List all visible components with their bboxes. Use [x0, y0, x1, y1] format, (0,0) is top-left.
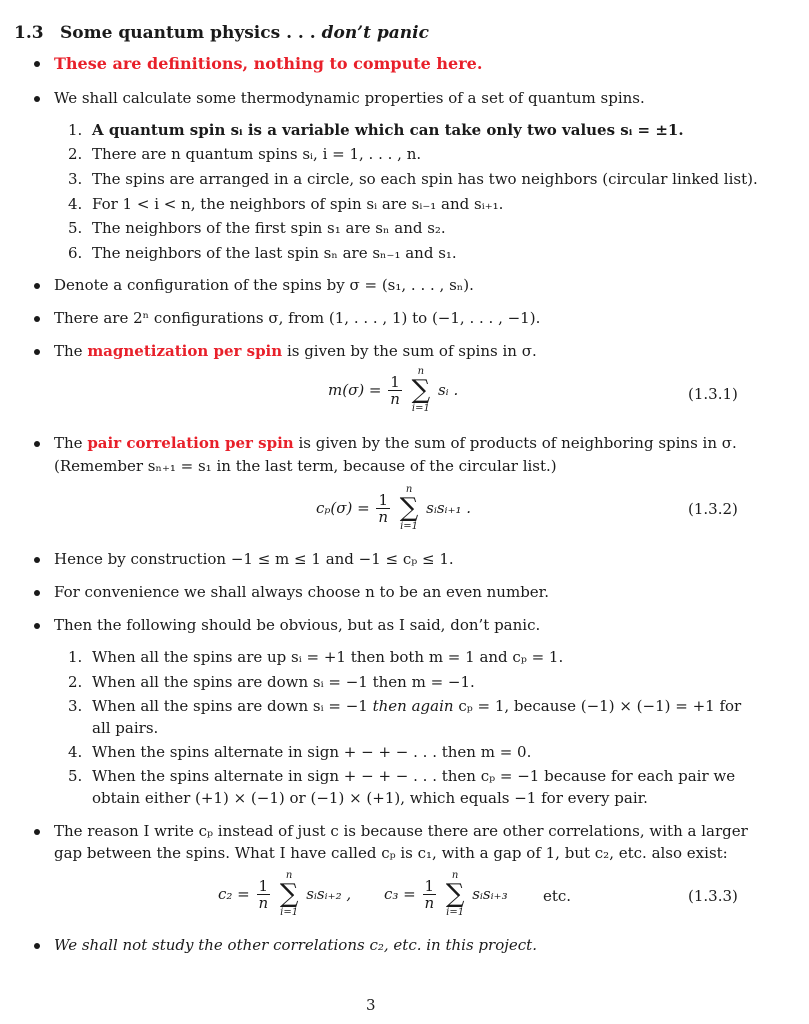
list-item-number: 2. [68, 145, 83, 163]
sum-lower: i=1 [411, 403, 430, 414]
pair-correlation-pre: The [54, 434, 88, 452]
eq-lhs: c₃ = [384, 885, 416, 903]
fraction-denominator: n [424, 893, 435, 912]
eq-lhs: c₂ = [218, 885, 250, 903]
list-item-number: 5. [68, 219, 83, 237]
fraction-numerator: 1 [424, 876, 435, 895]
bullet-icon [34, 96, 40, 102]
sum-lower: i=1 [280, 907, 299, 918]
section-number: 1.3 [14, 23, 44, 43]
pair-correlation-note: (Remember sₙ₊₁ = s₁ in the last term, because of the circular list.) [54, 457, 557, 475]
correlations-text: The reason I write cₚ instead of just c is because there are other correlations, with a larger [54, 822, 748, 840]
page-number: 3 [366, 996, 376, 1014]
section-title-italic: don’t panic [321, 23, 429, 43]
section-title-main: Some quantum physics . . . [60, 23, 322, 43]
fraction-denominator: n [258, 893, 269, 912]
sum-upper: n [417, 366, 425, 377]
sum-lower: i=1 [400, 521, 419, 532]
list-item-continuation: all pairs. [92, 719, 159, 737]
magnetization-text [54, 342, 537, 360]
list-item: When the spins alternate in sign + − + − . . . then cₚ = −1 because for each pair we [92, 767, 736, 785]
bounds-text: Hence by construction −1 ≤ m ≤ 1 and −1 ≤ cₚ ≤ 1. [54, 550, 454, 568]
list-item [92, 697, 741, 715]
list-item-number: 3. [68, 170, 83, 188]
list-item-number: 1. [68, 648, 83, 666]
magnetization-term: magnetization per spin [87, 342, 283, 360]
list-item-number: 1. [68, 121, 83, 139]
list-item-emphasis: then again [372, 697, 454, 715]
list-item: There are n quantum spins sᵢ, i = 1, . . . , n. [92, 145, 422, 163]
sum-upper: n [405, 484, 413, 495]
configuration-text: Denote a configuration of the spins by σ = (s₁, . . . , sₙ). [54, 276, 474, 294]
list-item: A quantum spin sᵢ is a variable which can take only two values sᵢ = ±1. [92, 121, 684, 139]
pair-correlation-term: pair correlation per spin [87, 434, 294, 452]
summation-icon: n ∑ i=1 [279, 870, 299, 918]
fraction [257, 878, 271, 911]
list-item: The neighbors of the first spin s₁ are sₙ and s₂. [92, 219, 446, 237]
bullet-icon [34, 623, 40, 629]
list-item-part: cₚ = 1, because (−1) × (−1) = +1 for [453, 697, 742, 715]
list-item-number: 6. [68, 244, 83, 262]
section-title [60, 23, 429, 43]
equation-c2 [218, 870, 351, 918]
bullet-icon [34, 61, 40, 67]
list-item: The spins are arranged in a circle, so each spin has two neighbors (circular linked list). [92, 170, 758, 188]
fraction [388, 374, 402, 407]
pair-correlation-text [54, 434, 737, 452]
fraction-denominator: n [378, 507, 389, 526]
bullet-icon [34, 829, 40, 835]
fraction-numerator: 1 [378, 490, 389, 509]
list-item: For 1 < i < n, the neighbors of spin sᵢ are sᵢ₋₁ and sᵢ₊₁. [92, 195, 504, 213]
eq-body: sᵢ . [437, 381, 459, 399]
sum-upper: n [451, 870, 459, 881]
equation-magnetization [328, 366, 458, 414]
list-item: When the spins alternate in sign + − + − . . . then m = 0. [92, 743, 532, 761]
equation-c3 [384, 870, 508, 918]
list-item-number: 3. [68, 697, 83, 715]
list-item: When all the spins are down sᵢ = −1 then m = −1. [92, 673, 475, 691]
even-n-text: For convenience we shall always choose n to be an even number. [54, 583, 549, 601]
bullet-icon [34, 349, 40, 355]
list-item: The neighbors of the last spin sₙ are sₙ₋₁ and s₁. [92, 244, 457, 262]
fraction-denominator: n [390, 389, 400, 408]
bullet-icon [34, 590, 40, 596]
summation-icon: n ∑ i=1 [411, 366, 431, 414]
sum-lower: i=1 [446, 907, 465, 918]
fraction [423, 878, 437, 911]
fraction [376, 492, 390, 525]
eq-body: sᵢsᵢ₊₂ , [306, 885, 352, 903]
equation-label: (1.3.1) [688, 385, 738, 403]
eq-lhs: cₚ(σ) = [316, 499, 370, 517]
magnetization-pre: The [54, 342, 88, 360]
definitions-note: These are definitions, nothing to compute here. [54, 54, 483, 73]
list-item-number: 4. [68, 743, 83, 761]
scope-note: We shall not study the other correlations c₂, etc. in this project. [54, 936, 537, 954]
equation-pair-correlation [316, 484, 471, 532]
intro-text: We shall calculate some thermodynamic properties of a set of quantum spins. [54, 89, 645, 107]
correlations-text-2: gap between the spins. What I have called cₚ is c₁, with a gap of 1, but c₂, etc. also exist: [54, 844, 728, 862]
pair-correlation-post: is given by the sum of products of neighboring spins in σ. [293, 434, 737, 452]
bullet-icon [34, 943, 40, 949]
list-item: When all the spins are up sᵢ = +1 then both m = 1 and cₚ = 1. [92, 648, 564, 666]
bullet-icon [34, 283, 40, 289]
list-item-continuation: obtain either (+1) × (−1) or (−1) × (+1), which equals −1 for every pair. [92, 789, 648, 807]
list-item-number: 4. [68, 195, 83, 213]
bullet-icon [34, 316, 40, 322]
etc-text: etc. [543, 887, 572, 905]
list-item-part: When all the spins are down sᵢ = −1 [92, 697, 373, 715]
bullet-icon [34, 441, 40, 447]
list-item-number: 2. [68, 673, 83, 691]
equation-label: (1.3.3) [688, 887, 738, 905]
summation-icon: n ∑ i=1 [399, 484, 419, 532]
obvious-text: Then the following should be obvious, but as I said, don’t panic. [54, 616, 541, 634]
magnetization-post: is given by the sum of spins in σ. [282, 342, 537, 360]
bullet-icon [34, 557, 40, 563]
eq-lhs: m(σ) = [328, 381, 382, 399]
eq-body: sᵢsᵢ₊₁ . [426, 499, 472, 517]
sum-upper: n [285, 870, 293, 881]
fraction-numerator: 1 [390, 372, 400, 391]
eq-body: sᵢsᵢ₊₃ [472, 885, 508, 903]
configurations-count-text: There are 2ⁿ configurations σ, from (1, . . . , 1) to (−1, . . . , −1). [54, 309, 541, 327]
fraction-numerator: 1 [258, 876, 269, 895]
summation-icon: n ∑ i=1 [445, 870, 465, 918]
equation-label: (1.3.2) [688, 500, 738, 518]
list-item-number: 5. [68, 767, 83, 785]
